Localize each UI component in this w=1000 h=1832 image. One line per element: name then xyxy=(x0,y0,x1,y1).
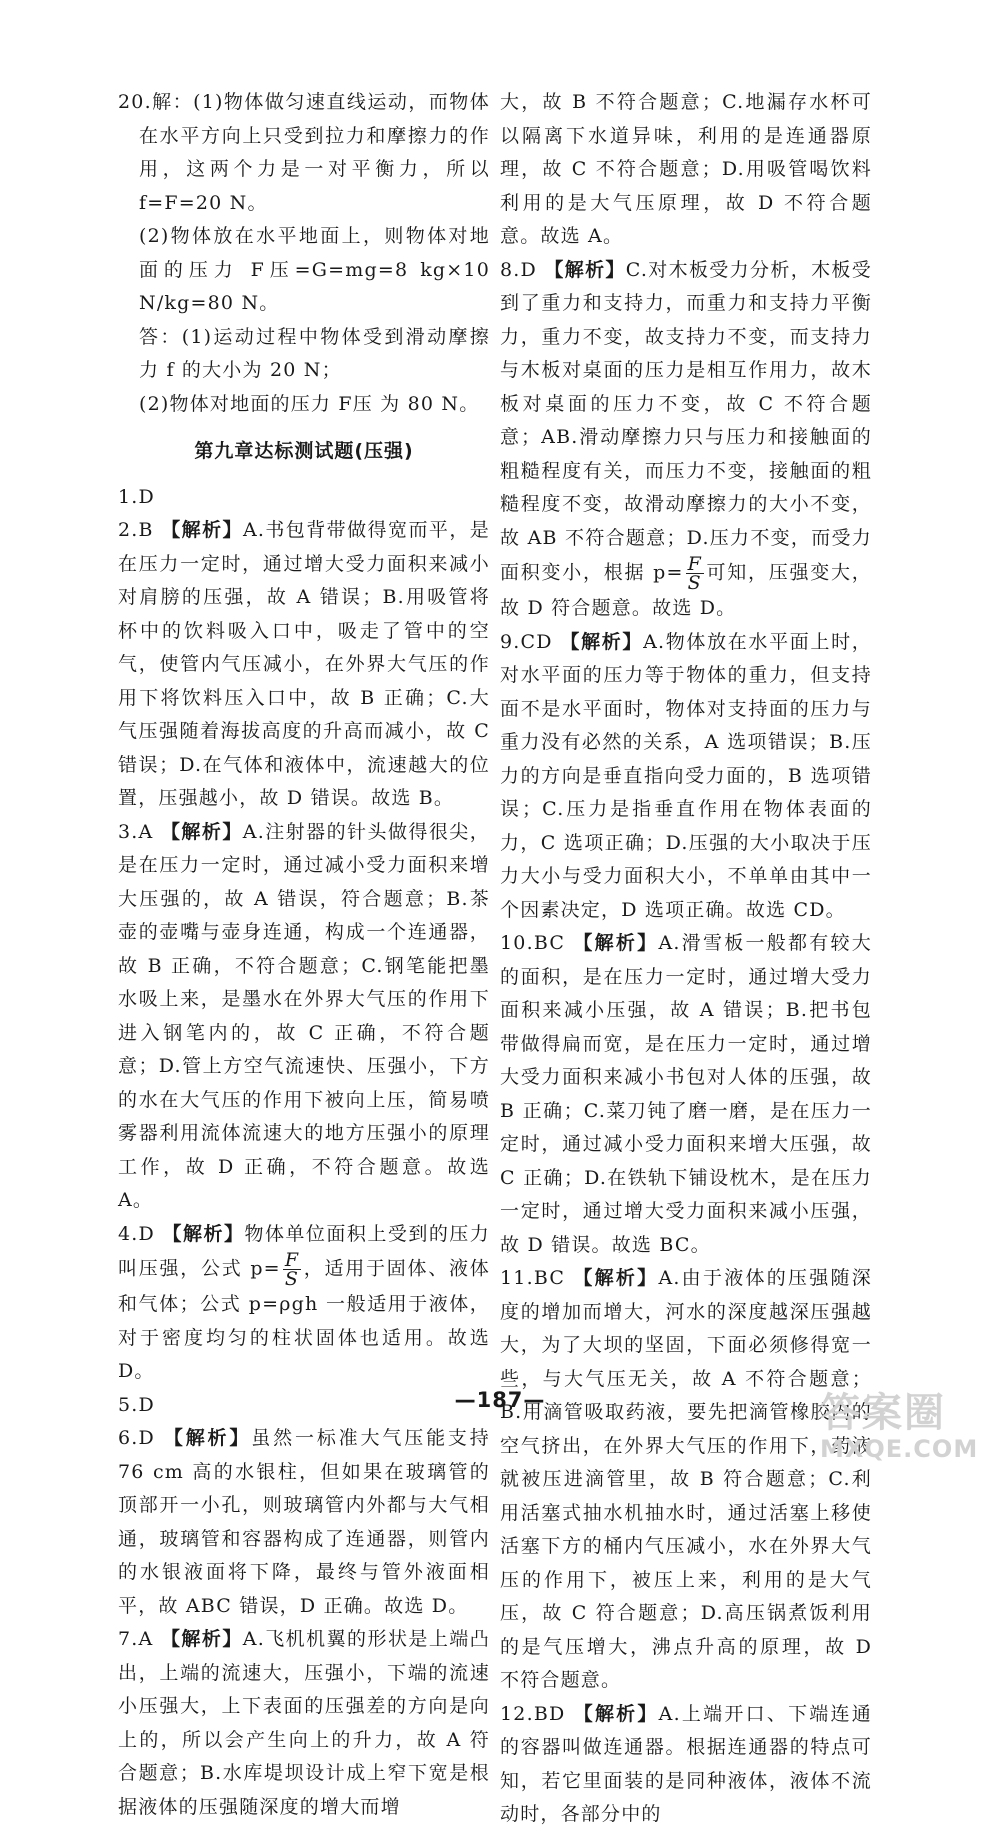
analysis-tag: 【解析】 xyxy=(160,820,243,843)
answer-4 xyxy=(118,1218,490,1389)
answer-text: A.书包背带做得宽而平，是在压力一定时，通过增大受力面积来减小对肩膀的压强，故 A 错误；B.用吸管将杯中的饮料吸入口中，吸走了管中的空气，使管内气压减小，在外界大气压的作用下将饮料压入口中，故 B 正确；C.大气压强随着海拔高度的升高而减小，故 C 错误；D.在气体和液体中，流速越大的位置，压强越小，故 D 错误。故选 B。 xyxy=(118,519,490,809)
answer-10 xyxy=(500,927,872,1262)
answer-number: 8.D xyxy=(500,258,537,281)
answer-number: 2.B xyxy=(118,519,154,541)
analysis-tag: 【解析】 xyxy=(560,630,644,653)
fraction-numerator: F xyxy=(284,1249,300,1271)
watermark-url: MXQE.COM xyxy=(820,1435,979,1463)
answer-11 xyxy=(500,1262,872,1698)
section-heading: 第九章达标测试题(压强) xyxy=(194,440,414,462)
q20-part2: (2)物体放在水平地面上，则物体对地面的压力 F压=G=mg=8 kg×10 N/kg=80 N。 xyxy=(139,225,490,314)
answer-number: 7.A xyxy=(118,1628,154,1650)
pressure-formula-fraction xyxy=(283,1251,301,1288)
fraction-denominator: S xyxy=(284,1268,300,1290)
answer-text-cont: ，适用于固体、液体和气体；公式 p=ρgh 一般适用于液体，对于密度均匀的柱状固体也适用。故选 D。 xyxy=(118,1257,490,1382)
answer-5: 5.D xyxy=(118,1393,155,1416)
answer-8 xyxy=(500,254,872,626)
fraction-numerator: F xyxy=(687,553,702,575)
answer-number: 9.CD xyxy=(500,630,553,653)
answer-7-continued: 大，故 B 不符合题意；C.地漏存水杯可以隔离下水道异味，利用的是连通器原理，故 C 不符合题意；D.用吸管喝饮料利用的是大气压原理，故 D 不符合题意。故选 A。 xyxy=(500,91,872,247)
analysis-tag: 【解析】 xyxy=(544,258,626,281)
answer-1: 1.D xyxy=(118,485,155,508)
analysis-tag: 【解析】 xyxy=(573,1702,659,1725)
answer-3 xyxy=(118,816,490,1218)
fraction-denominator: S xyxy=(687,572,702,594)
answer-12 xyxy=(500,1698,872,1832)
answer-text: A.物体放在水平面上时，对水平面的压力等于物体的重力，但支持面不是水平面时，物体对支持面的压力与重力没有必然的关系，A 选项错误；B.压力的方向是垂直指向受力面的，B 选项错误；C.压力是指垂直作用在物体表面的力，C 选项正确；D.压强的大小取决于压力大小与受力面积大小，不单单由其中一个因素决定，D 选项正确。故选 CD。 xyxy=(500,630,872,921)
answer-text: A.由于液体的压强随深度的增加而增大，河水的深度越深压强越大，为了大坝的坚固，下面必须修得宽一些，与大气压无关，故 A 不符合题意；B.用滴管吸取药液，要先把滴管橡胶内的空气挤出，在外界大气压的作用下，药液就被压进滴管里，故 B 符合题意；C.利用活塞式抽水机抽水时，通过活塞上移使活塞下方的桶内气压减小，水在外界大气压的作用下，被压上来，利用的是大气压，故 C 符合题意；D.高压锅煮饭利用的是气压增大，沸点升高的原理，故 D 不符合题意。 xyxy=(500,1267,872,1691)
answer-text: C.对木板受力分析，木板受到了重力和支持力，而重力和支持力平衡力，重力不变，故支持力不变，而支持力与木板对桌面的压力是相互作用力，故木板对桌面的压力不变，故 C 不符合题意；AB.滑动摩擦力只与压力和接触面的粗糙程度有关，而压力不变，接触面的粗糙程度不变，故滑动摩擦力的大小不变，故 AB 不符合题意；D.压力不变，而受力面积变小，根据 p= xyxy=(500,258,872,584)
watermark-logo-text: 答案圈 xyxy=(820,1390,946,1436)
analysis-tag: 【解析】 xyxy=(573,1267,659,1289)
answer-6 xyxy=(118,1422,490,1623)
answer-number: 4.D xyxy=(118,1222,155,1245)
analysis-tag: 【解析】 xyxy=(162,1222,245,1245)
answer-number: 10.BC xyxy=(500,932,566,954)
q20-solution: 20.解：(1)物体做匀速直线运动，而物体在水平方向上只受到拉力和摩擦力的作用，这两个力是一对平衡力，所以 f=F=20 N。 xyxy=(118,91,490,214)
q20-answer1: 答：(1)运动过程中物体受到滑动摩擦力 f 的大小为 20 N； xyxy=(139,325,490,381)
analysis-tag: 【解析】 xyxy=(573,932,659,954)
answer-7 xyxy=(118,1623,490,1824)
left-column xyxy=(118,86,490,1824)
answer-number: 12.BD xyxy=(500,1702,566,1725)
answer-text-cont: 可知，压强变大，故 D 符合题意。故选 D。 xyxy=(500,561,872,619)
analysis-tag: 【解析】 xyxy=(161,519,243,541)
answer-9 xyxy=(500,626,872,928)
answer-text: 虽然一标准大气压能支持 76 cm 高的水银柱，但如果在玻璃管的顶部开一小孔，则玻璃管内外都与大气相通，玻璃管和容器构成了连通器，则管内的水银液面将下降，最终与管外液面相平，故 ABC 错误，D 正确。故选 D。 xyxy=(118,1427,490,1617)
page-number: —187— xyxy=(454,1388,546,1412)
q20-answer2: (2)物体对地面的压力 F压 为 80 N。 xyxy=(139,392,480,415)
answer-number: 6.D xyxy=(118,1427,155,1449)
answer-text: 物体单位面积上受到的压力叫压强，公式 p= xyxy=(118,1222,490,1280)
answer-number: 11.BC xyxy=(500,1267,566,1289)
analysis-tag: 【解析】 xyxy=(160,1628,243,1650)
answer-text: A.上端开口、下端连通的容器叫做连通器。根据连通器的特点可知，若它里面装的是同种液体，液体不流动时，各部分中的 xyxy=(500,1702,872,1825)
answer-text: A.飞机机翼的形状是上端凸出，上端的流速大，压强小，下端的流速小压强大，上下表面的压强差的方向是向上的，所以会产生向上的升力，故 A 符合题意；B.水库堤坝设计成上窄下宽是根据液体的压强随深度的增大而增 xyxy=(118,1628,490,1818)
analysis-tag: 【解析】 xyxy=(163,1427,252,1449)
answer-text: A.注射器的针头做得很尖，是在压力一定时，通过减小受力面积来增大压强的，故 A 错误，符合题意；B.茶壶的壶嘴与壶身连通，构成一个连通器，故 B 正确，不符合题意；C.钢笔能把墨水吸上来，是墨水在外界大气压的作用下进入钢笔内的，故 C 正确，不符合题意；D.管上方空气流速快、压强小，下方的水在大气压的作用下被向上压，简易喷雾器利用流体流速大的地方压强小的原理工作，故 D 正确，不符合题意。故选 A。 xyxy=(118,820,490,1211)
pressure-formula-fraction xyxy=(686,555,704,592)
site-watermark xyxy=(820,1390,995,1468)
answer-text: A.滑雪板一般都有较大的面积，是在压力一定时，通过增大受力面积来减小压强，故 A 错误；B.把书包带做得扁而宽，是在压力一定时，通过增大受力面积来减小书包对人体的压强，故 B 正确；C.菜刀钝了磨一磨，是在压力一定时，通过减小受力面积来增大压强，故 C 正确；D.在铁轨下铺设枕木，是在压力一定时，通过增大受力面积来减小压强，故 D 错误。故选 BC。 xyxy=(500,932,872,1256)
right-column xyxy=(500,86,872,1832)
answer-2 xyxy=(118,514,490,816)
answer-number: 3.A xyxy=(118,820,154,843)
